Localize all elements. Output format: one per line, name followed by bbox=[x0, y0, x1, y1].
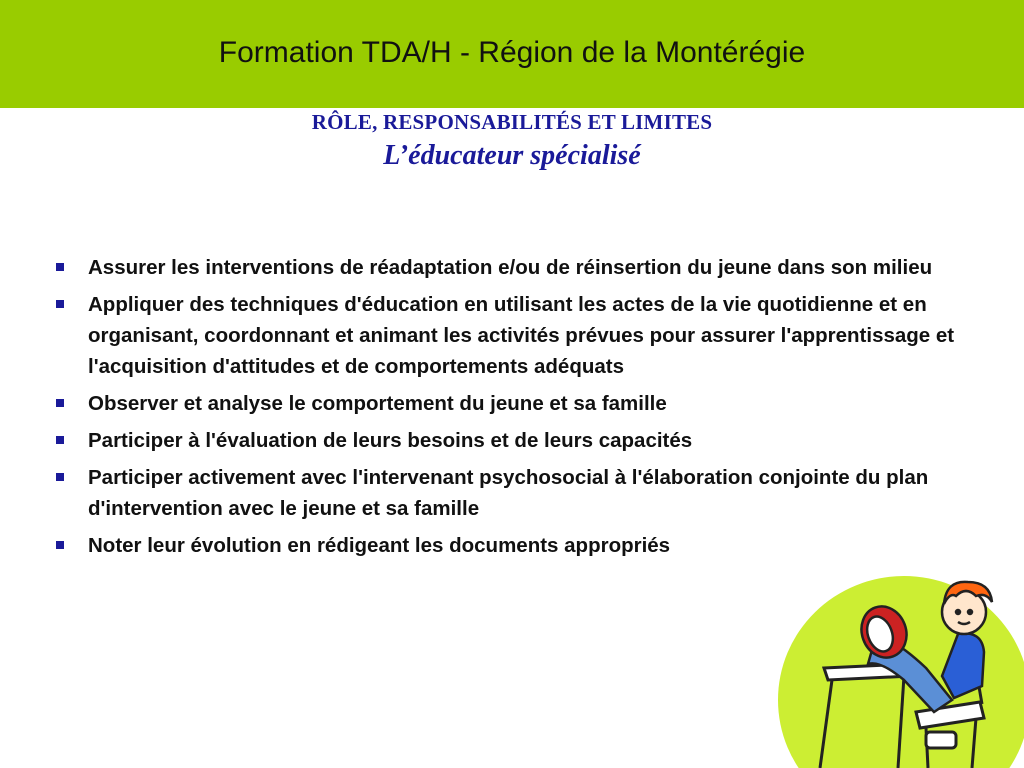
square-bullet-icon bbox=[56, 473, 64, 481]
student-at-desk-icon bbox=[776, 572, 1024, 768]
bullet-item bbox=[56, 289, 956, 382]
square-bullet-icon bbox=[56, 436, 64, 444]
bullet-item bbox=[56, 530, 956, 561]
bullet-item bbox=[56, 425, 956, 456]
bullet-text: Observer et analyse le comportement du jeune et sa famille bbox=[88, 392, 667, 415]
bullet-text: Participer à l'évaluation de leurs besoins et de leurs capacités bbox=[88, 429, 693, 452]
square-bullet-icon bbox=[56, 263, 64, 271]
bullet-text: Noter leur évolution en rédigeant les documents appropriés bbox=[88, 534, 671, 557]
bullet-list bbox=[56, 252, 956, 567]
section-heading: RÔLE, RESPONSABILITÉS ET LIMITES bbox=[311, 110, 713, 134]
bullet-text: Participer activement avec l'intervenant psychosocial à l'élaboration conjointe du plan d'intervention avec le jeune et sa famille bbox=[88, 466, 929, 520]
bullet-item bbox=[56, 462, 956, 524]
square-bullet-icon bbox=[56, 541, 64, 549]
square-bullet-icon bbox=[56, 399, 64, 407]
bullet-text: Appliquer des techniques d'éducation en utilisant les actes de la vie quotidienne et en organisant, coordonnant et animant les activités prévues pour assurer l'apprentissage et l'acquisition d'attitudes et de comportements adéquats bbox=[88, 293, 955, 378]
square-bullet-icon bbox=[56, 300, 64, 308]
bullet-item bbox=[56, 388, 956, 419]
bullet-item bbox=[56, 252, 956, 283]
slide-title: Formation TDA/H - Région de la Montérégie bbox=[218, 36, 806, 69]
section-subheading: L’éducateur spécialisé bbox=[383, 140, 641, 171]
bullet-text: Assurer les interventions de réadaptation e/ou de réinsertion du jeune dans son milieu bbox=[88, 256, 933, 279]
